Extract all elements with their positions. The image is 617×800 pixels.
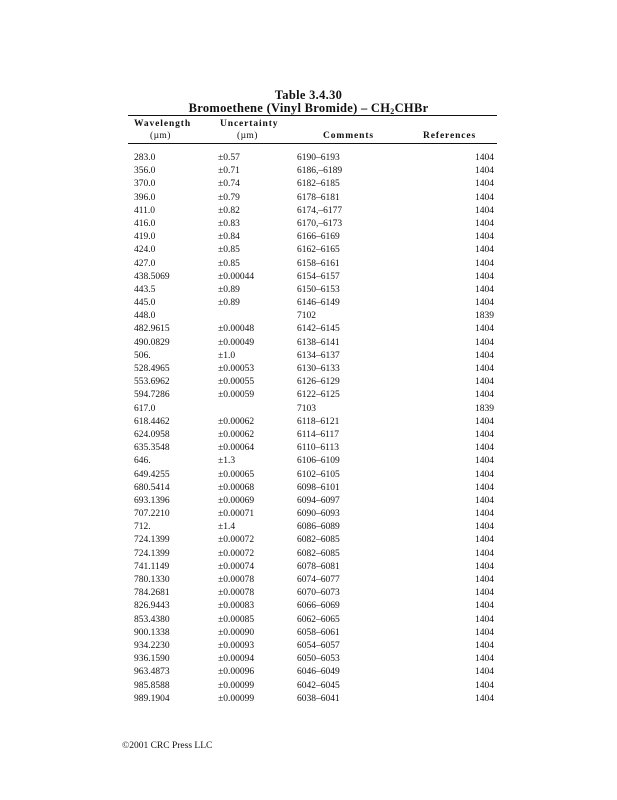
wavelength-cell: 693.1396	[134, 495, 170, 506]
uncertainty-cell: ±0.00059	[218, 390, 255, 401]
table-row	[0, 337, 617, 350]
references-cell: 1404	[475, 627, 494, 638]
table-row	[0, 297, 617, 310]
uncertainty-cell: ±0.00062	[218, 429, 255, 440]
table-row	[0, 165, 617, 178]
uncertainty-cell: ±0.00055	[218, 377, 255, 388]
table-row	[0, 231, 617, 244]
wavelength-cell: 646.	[134, 456, 151, 467]
comments-cell: 6090–6093	[297, 509, 340, 520]
references-cell: 1404	[475, 324, 494, 335]
wavelength-cell: 396.0	[134, 192, 156, 203]
table-row	[0, 258, 617, 271]
wavelength-cell: 448.0	[134, 311, 156, 322]
table-row	[0, 310, 617, 323]
wavelength-cell: 853.4380	[134, 614, 170, 625]
table-row	[0, 205, 617, 218]
wavelength-cell: 900.1338	[134, 627, 170, 638]
comments-cell: 6050–6053	[297, 654, 340, 665]
uncertainty-cell: ±0.84	[218, 232, 240, 243]
wavelength-cell: 989.1904	[134, 693, 170, 704]
comments-cell: 6118–6121	[297, 416, 340, 427]
comments-cell: 6146–6149	[297, 298, 340, 309]
table-row	[0, 469, 617, 482]
references-cell: 1404	[475, 693, 494, 704]
references-cell: 1404	[475, 482, 494, 493]
header-wavelength: Wavelength	[134, 119, 192, 129]
uncertainty-cell: ±0.00069	[218, 495, 255, 506]
references-cell: 1404	[475, 588, 494, 599]
references-cell: 1404	[475, 522, 494, 533]
wavelength-cell: 370.0	[134, 179, 156, 190]
comments-cell: 6142–6145	[297, 324, 340, 335]
uncertainty-cell: ±0.00062	[218, 416, 255, 427]
references-cell: 1404	[475, 654, 494, 665]
wavelength-cell: 934.2230	[134, 640, 170, 651]
references-cell: 1404	[475, 535, 494, 546]
table-row	[0, 192, 617, 205]
table-row	[0, 429, 617, 442]
comments-cell: 6054–6057	[297, 640, 340, 651]
comments-cell: 6130–6133	[297, 364, 340, 374]
wavelength-cell: 594.7286	[134, 390, 170, 401]
references-cell: 1404	[475, 166, 494, 177]
uncertainty-cell: ±0.00072	[218, 535, 255, 546]
wavelength-cell: 427.0	[134, 258, 156, 269]
table-row	[0, 693, 617, 706]
table-title-block	[0, 89, 617, 118]
references-cell: 1404	[475, 601, 494, 612]
uncertainty-cell: ±0.00068	[218, 482, 255, 493]
wavelength-cell: 617.0	[134, 403, 156, 414]
references-cell: 1404	[475, 614, 494, 625]
comments-cell: 6046–6049	[297, 667, 340, 678]
uncertainty-cell: ±1.4	[218, 522, 236, 533]
uncertainty-cell: ±0.82	[218, 205, 240, 216]
references-cell: 1404	[475, 680, 494, 691]
table-row	[0, 627, 617, 640]
table-row	[0, 521, 617, 534]
table-row	[0, 350, 617, 363]
uncertainty-cell: ±0.83	[218, 218, 240, 229]
header-comments: Comments	[323, 131, 374, 141]
comments-cell: 6110–6113	[297, 443, 340, 454]
table-row	[0, 561, 617, 574]
wavelength-cell: 438.5069	[134, 271, 170, 282]
references-cell: 1404	[475, 218, 494, 229]
wavelength-cell: 618.4462	[134, 416, 170, 427]
table-body	[0, 152, 617, 706]
subtitle-subscript: 2	[390, 107, 395, 116]
wavelength-cell: 936.1590	[134, 654, 170, 665]
references-cell: 1404	[475, 258, 494, 269]
subtitle-formula-end: CHBr	[394, 101, 429, 115]
wavelength-cell: 712.	[134, 522, 151, 533]
wavelength-cell: 826.9443	[134, 601, 170, 612]
references-cell: 1404	[475, 271, 494, 282]
wavelength-cell: 445.0	[134, 298, 156, 309]
comments-cell: 7102	[297, 311, 316, 322]
comments-cell: 6038–6041	[297, 693, 340, 704]
references-cell: 1404	[475, 561, 494, 572]
wavelength-cell: 635.3548	[134, 443, 170, 454]
wavelength-cell: 528.4965	[134, 364, 170, 374]
wavelength-cell: 411.0	[134, 205, 156, 216]
wavelength-cell: 649.4255	[134, 469, 170, 480]
uncertainty-cell: ±0.00053	[218, 364, 255, 374]
references-cell: 1404	[475, 245, 494, 256]
references-cell: 1404	[475, 667, 494, 678]
comments-cell: 6178–6181	[297, 192, 340, 203]
references-cell: 1404	[475, 429, 494, 440]
uncertainty-cell: ±0.00044	[218, 271, 255, 282]
references-cell: 1404	[475, 575, 494, 585]
uncertainty-cell: ±0.89	[218, 298, 240, 309]
comments-cell: 6122–6125	[297, 390, 340, 401]
uncertainty-cell: ±0.57	[218, 153, 240, 163]
table-row	[0, 363, 617, 376]
references-cell: 1404	[475, 364, 494, 374]
references-cell: 1404	[475, 548, 494, 559]
comments-cell: 6186,–6189	[297, 166, 343, 177]
comments-cell: 6174,–6177	[297, 205, 343, 216]
table-row	[0, 666, 617, 679]
uncertainty-cell: ±0.00048	[218, 324, 255, 335]
uncertainty-cell: ±0.71	[218, 166, 240, 177]
wavelength-cell: 724.1399	[134, 548, 170, 559]
comments-cell: 6154–6157	[297, 271, 340, 282]
wavelength-cell: 963.4873	[134, 667, 170, 678]
table-row	[0, 244, 617, 257]
comments-cell: 6074–6077	[297, 575, 340, 585]
comments-cell: 6094–6097	[297, 495, 340, 506]
table-row	[0, 152, 617, 165]
table-row	[0, 495, 617, 508]
uncertainty-cell: ±0.00083	[218, 601, 255, 612]
comments-cell: 6102–6105	[297, 469, 340, 480]
table-row	[0, 482, 617, 495]
uncertainty-cell: ±0.00090	[218, 627, 255, 638]
references-cell: 1404	[475, 205, 494, 216]
comments-cell: 6066–6069	[297, 601, 340, 612]
references-cell: 1404	[475, 350, 494, 361]
uncertainty-cell: ±0.00096	[218, 667, 255, 678]
wavelength-cell: 424.0	[134, 245, 156, 256]
comments-cell: 6082–6085	[297, 548, 340, 559]
wavelength-cell: 416.0	[134, 218, 156, 229]
references-cell: 1404	[475, 153, 494, 163]
header-uncertainty: Uncertainty	[220, 119, 279, 129]
table-row	[0, 284, 617, 297]
table-row	[0, 680, 617, 693]
references-cell: 1404	[475, 456, 494, 467]
header-uncertainty-unit: (µm)	[237, 131, 258, 141]
references-cell: 1404	[475, 377, 494, 388]
references-cell: 1839	[475, 403, 494, 414]
uncertainty-cell: ±0.00078	[218, 575, 255, 585]
comments-cell: 6114–6117	[297, 429, 340, 440]
comments-cell: 6162–6165	[297, 245, 340, 256]
comments-cell: 6106–6109	[297, 456, 340, 467]
header-wavelength-unit: (µm)	[150, 131, 171, 141]
table-row	[0, 376, 617, 389]
table-row	[0, 218, 617, 231]
table-row	[0, 640, 617, 653]
uncertainty-cell: ±0.00093	[218, 640, 255, 651]
uncertainty-cell: ±0.00078	[218, 588, 255, 599]
uncertainty-cell: ±0.00071	[218, 509, 255, 520]
wavelength-cell: 482.9615	[134, 324, 170, 335]
uncertainty-cell: ±0.79	[218, 192, 240, 203]
uncertainty-cell: ±1.3	[218, 456, 236, 467]
comments-cell: 6138–6141	[297, 337, 340, 348]
uncertainty-cell: ±0.00074	[218, 561, 255, 572]
comments-cell: 6158–6161	[297, 258, 340, 269]
references-cell: 1404	[475, 390, 494, 401]
uncertainty-cell: ±0.00072	[218, 548, 255, 559]
table-row	[0, 178, 617, 191]
wavelength-cell: 624.0958	[134, 429, 170, 440]
uncertainty-cell: ±0.00099	[218, 680, 255, 691]
uncertainty-cell: ±0.85	[218, 245, 240, 256]
comments-cell: 6170,–6173	[297, 218, 343, 229]
wavelength-cell: 443.5	[134, 284, 156, 295]
table-row	[0, 389, 617, 402]
table-row	[0, 600, 617, 613]
references-cell: 1404	[475, 337, 494, 348]
references-cell: 1404	[475, 469, 494, 480]
header-bottom-rule	[128, 143, 497, 144]
comments-cell: 6150–6153	[297, 284, 340, 295]
references-cell: 1404	[475, 179, 494, 190]
comments-cell: 6062–6065	[297, 614, 340, 625]
comments-cell: 6058–6061	[297, 627, 340, 638]
table-row	[0, 403, 617, 416]
comments-cell: 6182–6185	[297, 179, 340, 190]
table-row	[0, 508, 617, 521]
comments-cell: 6086–6089	[297, 522, 340, 533]
references-cell: 1839	[475, 311, 494, 322]
table-row	[0, 416, 617, 429]
uncertainty-cell: ±0.00099	[218, 693, 255, 704]
wavelength-cell: 680.5414	[134, 482, 170, 493]
wavelength-cell: 707.2210	[134, 509, 170, 520]
wavelength-cell: 985.8588	[134, 680, 170, 691]
references-cell: 1404	[475, 192, 494, 203]
references-cell: 1404	[475, 443, 494, 454]
comments-cell: 7103	[297, 403, 316, 414]
wavelength-cell: 780.1330	[134, 575, 170, 585]
wavelength-cell: 724.1399	[134, 535, 170, 546]
subtitle-name: Bromoethene (Vinyl Bromide) – CH	[188, 101, 391, 115]
table-row	[0, 614, 617, 627]
table-row	[0, 271, 617, 284]
comments-cell: 6098–6101	[297, 482, 340, 493]
uncertainty-cell: ±0.74	[218, 179, 240, 190]
references-cell: 1404	[475, 284, 494, 295]
header-references: References	[423, 131, 477, 141]
wavelength-cell: 553.6962	[134, 377, 170, 388]
uncertainty-cell: ±0.00065	[218, 469, 255, 480]
comments-cell: 6078–6081	[297, 561, 340, 572]
references-cell: 1404	[475, 232, 494, 243]
comments-cell: 6042–6045	[297, 680, 340, 691]
uncertainty-cell: ±0.00064	[218, 443, 255, 454]
header-top-rule	[128, 115, 497, 116]
table-row	[0, 534, 617, 547]
references-cell: 1404	[475, 509, 494, 520]
comments-cell: 6166–6169	[297, 232, 340, 243]
table-row	[0, 442, 617, 455]
comments-cell: 6190–6193	[297, 153, 340, 163]
wavelength-cell: 490.0829	[134, 337, 170, 348]
references-cell: 1404	[475, 298, 494, 309]
comments-cell: 6082–6085	[297, 535, 340, 546]
uncertainty-cell: ±1.0	[218, 350, 236, 361]
table-row	[0, 574, 617, 587]
comments-cell: 6134–6137	[297, 350, 340, 361]
uncertainty-cell: ±0.85	[218, 258, 240, 269]
uncertainty-cell: ±0.00085	[218, 614, 255, 625]
comments-cell: 6126–6129	[297, 377, 340, 388]
copyright-footer: ©2001 CRC Press LLC	[122, 741, 213, 751]
wavelength-cell: 784.2681	[134, 588, 170, 599]
wavelength-cell: 356.0	[134, 166, 156, 177]
wavelength-cell: 419.0	[134, 232, 156, 243]
uncertainty-cell: ±0.00049	[218, 337, 255, 348]
comments-cell: 6070–6073	[297, 588, 340, 599]
references-cell: 1404	[475, 640, 494, 651]
references-cell: 1404	[475, 416, 494, 427]
wavelength-cell: 741.1149	[134, 561, 170, 572]
wavelength-cell: 283.0	[134, 153, 156, 163]
uncertainty-cell: ±0.00094	[218, 654, 255, 665]
table-row	[0, 653, 617, 666]
uncertainty-cell: ±0.89	[218, 284, 240, 295]
wavelength-cell: 506.	[134, 350, 151, 361]
references-cell: 1404	[475, 495, 494, 506]
table-row	[0, 587, 617, 600]
table-row	[0, 548, 617, 561]
table-row	[0, 455, 617, 468]
table-number: Table 3.4.30	[274, 88, 343, 102]
table-row	[0, 323, 617, 336]
